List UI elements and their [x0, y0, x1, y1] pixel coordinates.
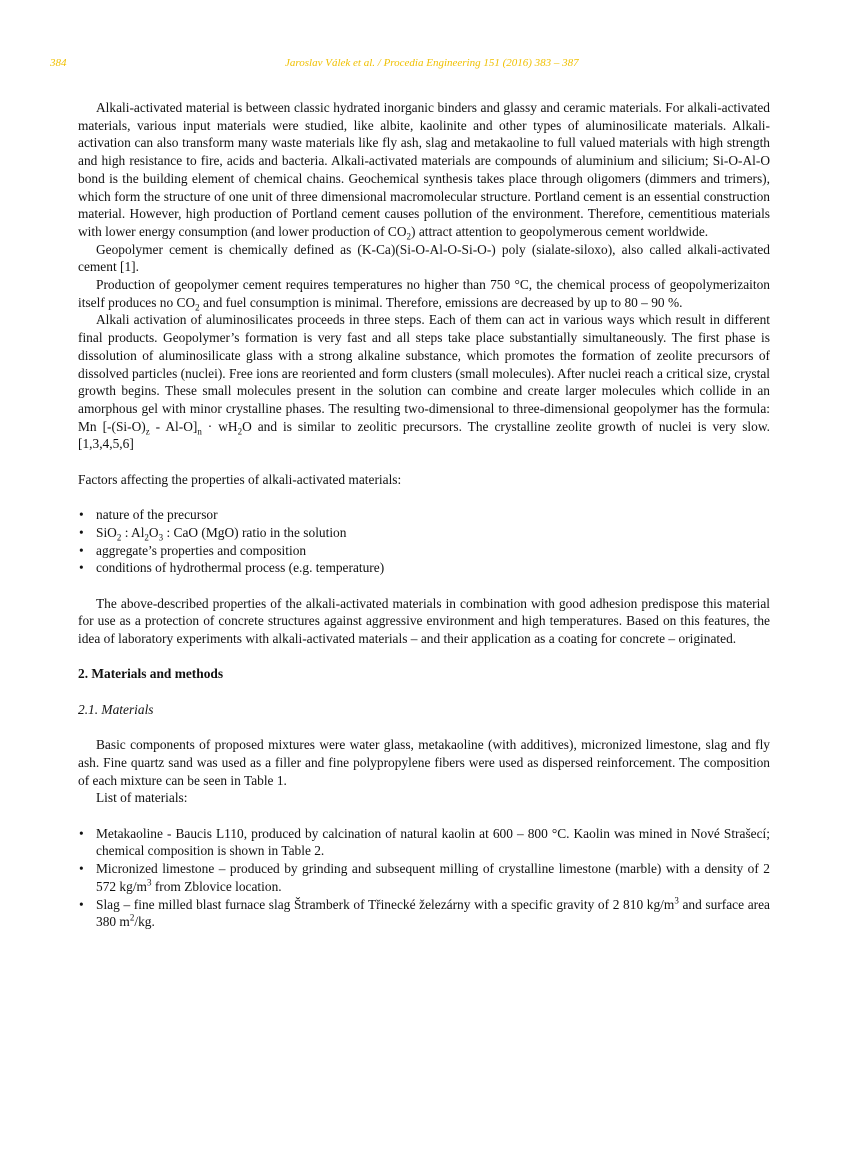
paragraph-geopolymer-definition: Geopolymer cement is chemically defined as (K-Ca)(Si-O-Al-O-Si-O-) poly (sialate-siloxo), also called alkali-activated cement [1].: [78, 241, 770, 275]
subsection-heading-materials: 2.1. Materials: [78, 701, 154, 717]
paragraph-basic-components: Basic components of proposed mixtures were water glass, metakaoline (with additives), micronized limestone, slag and fly ash. Fine quartz sand was used as a filler and fine polypropylene fibers were used as dispersed reinforcement. The composition of each mixture can be seen in Table 1.: [78, 737, 770, 788]
journal-citation: Jaroslav Válek et al. / Procedia Engineering 151 (2016) 383 – 387: [285, 57, 579, 69]
paragraph-alkali-activated-intro: Alkali-activated material is between classic hydrated inorganic binders and glassy and ceramic materials. For alkali-activated materials, various input materials were studied, like albite, kaolinite and other types of aluminosilicate materials. Alkali-activation can also transform many waste materials like fly ash, slag and metakaoline to full valued materials with high strength and high resistance to fire, acids and bacteria. Alkali-activated materials are compounds of aluminium and silicium; Si-O-Al-O bond is the building element of chemical chains. Geochemical synthesis takes place through oligomers (dimmers and trimers), which form the structure of one unit of three dimensional macromolecular structure. Portland cement is an essential construction material. However, high production of Portland cement causes pollution of the environment. Therefore, cementitious materials with lower energy consumption (and lower production of $CO_2$) attract attention to geopolymerous cement worldwide.: [78, 100, 770, 242]
factors-intro: Factors affecting the properties of alkali-activated materials:: [78, 471, 402, 487]
list-item: • Slag – fine milled blast furnace slag Štramberk of Třinecké železárny with a specific gravity of 2 810 $kg/m^3$ and surface area 380 $m^2/kg$.: [78, 896, 770, 931]
list-item: • Metakaoline - Baucis L110, produced by calcination of natural kaolin at 600 – 800 °C. Kaolin was mined in Nové Strašecí; chemical composition is shown in Table 2.: [78, 825, 770, 860]
spacer: [78, 719, 770, 737]
paragraph-activation-steps: Alkali activation of aluminosilicates proceeds in three steps. Each of them can act in various ways which result in different final products. Geopolymer’s formation is very fast and all steps take place substantially simultaneously. The first phase is dissolution of aluminosilicate glass with a strong alkaline substance, which promotes the formation of zeolite precursors of dissolved particles (nuclei). Free ions are reoriented and form clusters (small molecules). After nuclei reach a critical size, crystal growth begins. These small molecules present in the solution can combine and create larger molecules which collide in an amorphous gel with minor crystalline phases. The resulting two-dimensional to three-dimensional geopolymer has the formula: Mn $[-(Si-O)_z - Al-O]_n \cdot wH_2O$ and is similar to zeolitic precursors. The crystalline zeolite growth of nuclei is very slow. [1,3,4,5,6]: [78, 312, 770, 452]
section-heading-materials-methods: 2. Materials and methods: [78, 666, 224, 682]
spacer: [78, 648, 770, 666]
paragraph-properties-summary: The above-described properties of the alkali-activated materials in combination with good adhesion predispose this material for use as a protection of concrete structures against aggressive environment and high temperatures. Based on this features, the idea of laboratory experiments with alkali-activated materials – and their application as a coating for concrete – originated.: [78, 595, 770, 647]
list-item: • nature of the precursor: [78, 506, 770, 524]
article-body: [78, 99, 770, 931]
spacer: [78, 683, 770, 701]
paragraph-list-of-materials: List of materials:: [96, 790, 188, 806]
list-item: • SiO$_2$ : $Al_2O_3$ : CaO (MgO) ratio in the solution: [78, 524, 770, 542]
spacer: [78, 453, 770, 471]
page-number: 384: [50, 57, 67, 69]
list-item: • aggregate’s properties and composition: [78, 542, 770, 560]
factors-list: [78, 506, 770, 577]
materials-list: [78, 825, 770, 931]
running-header: [50, 57, 790, 73]
paragraph-production: Production of geopolymer cement requires temperatures no higher than 750 °C, the chemical process of geopolymerizaiton itself produces no $CO_2$ and fuel consumption is minimal. Therefore, emissions are decreased by up to 80 – 90 %.: [78, 277, 770, 313]
spacer: [78, 488, 770, 506]
list-item: • Micronized limestone – produced by grinding and subsequent milling of crystalline limestone (marble) with a density of 2 572 $kg/m^3$ from Zblovice location.: [78, 860, 770, 895]
list-item: • conditions of hydrothermal process (e.g. temperature): [78, 559, 770, 577]
spacer: [78, 807, 770, 825]
spacer: [78, 577, 770, 595]
